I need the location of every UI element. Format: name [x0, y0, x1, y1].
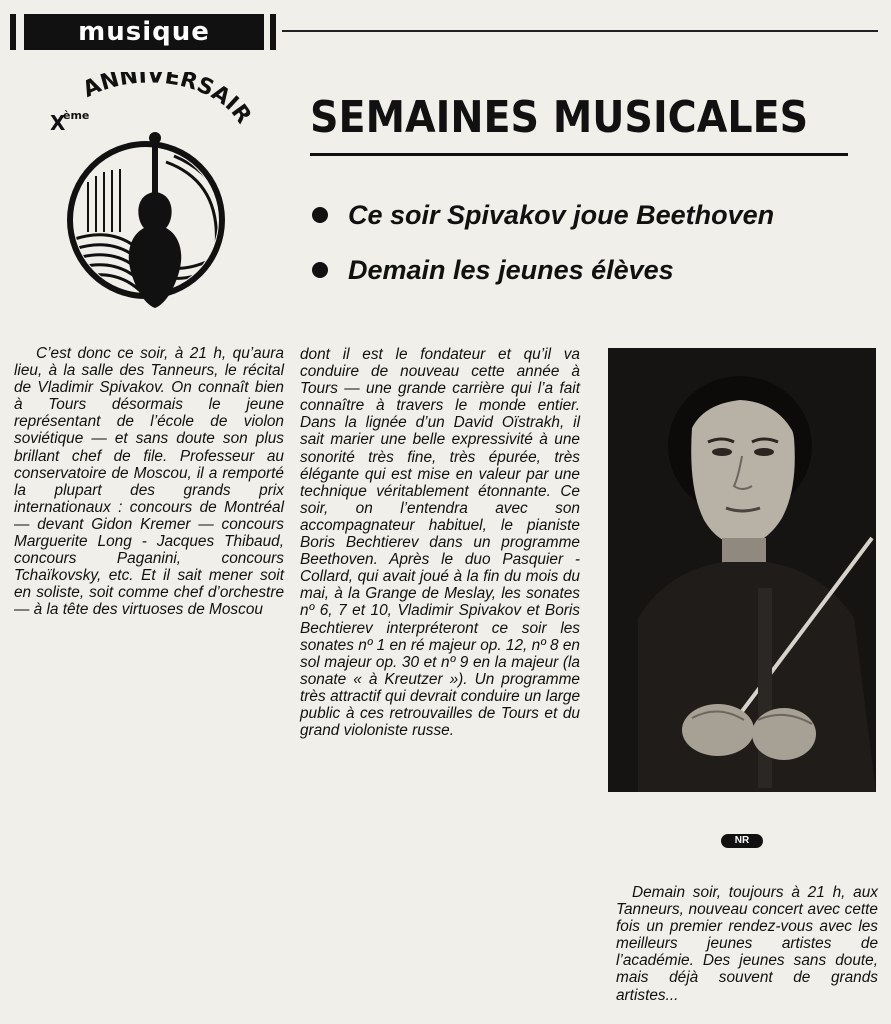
subheading-text: Ce soir Spivakov joue Beethoven [348, 199, 775, 230]
logo-arc-text: ANNIVERSAIR [79, 72, 256, 129]
logo-ordinal: X [50, 111, 66, 135]
headline-rule [310, 153, 848, 156]
bullet-icon [312, 207, 328, 223]
section-rubric: musique [24, 14, 264, 50]
subheading-text: Demain les jeunes élèves [348, 254, 674, 285]
anniversary-logo [36, 72, 256, 317]
rubric-bar-right [270, 14, 276, 50]
rubric-rule [282, 30, 878, 32]
rubric-bar-left [10, 14, 16, 50]
subheading-tomorrow [312, 250, 674, 290]
article-paragraph: C’est donc ce soir, à 21 h, qu’aura lieu, à la salle des Tanneurs, le récital de Vladimir Spivakov. On connaît bien à Tours désormais le jeune représentant de l’école de violon soviétique — et sans doute son plus brillant chef de file. Professeur au conservatoire de Moscou, il a remporté la plupart des grands prix internationaux : concours de Montréal — devant Gidon Kremer — concours Marguerite Long - Jacques Thibaud, concours Paganini, concours Tchaïkovsky, etc. Et il sait mener soit en soliste, soit comme chef d’orchestre — à la tête des virtuoses de Moscou [14, 345, 284, 619]
bullet-icon [312, 262, 328, 278]
article-column-2 [300, 346, 580, 739]
article-column-1 [14, 345, 284, 619]
logo-ordinal-suffix: ème [63, 109, 90, 122]
article-paragraph: Demain soir, toujours à 21 h, aux Tanneurs, nouveau concert avec cette fois un premier rendez-vous avec les meilleurs jeunes artistes de l’académie. Des jeunes sans doute, mais déjà souvent de grands artistes... [616, 884, 878, 1004]
article-column-3 [616, 884, 878, 1004]
subheading-tonight [312, 195, 774, 235]
headline: SEMAINES MUSICALES [310, 92, 809, 143]
article-paragraph: dont il est le fondateur et qu’il va conduire de nouveau cette année à Tours — une grande carrière qui l’a fait connaître à travers le monde entier. Dans la lignée d’un David Oïstrakh, il sait marier une belle expressivité à une sonorité très fine, très épurée, très élégante qui est mise en valeur par une technique véritablement étonnante. Ce soir, on l’entendra avec son accompagnateur habituel, le pianiste Boris Bechtierev dans un programme Beethoven. Après le duo Pasquier - Collard, qui avait joué à la fin du mois du mai, à la Grange de Meslay, les sonates nº 6, 7 et 10, Vladimir Spivakov et Boris Bechtierev interpréteront ce soir les sonates nº 1 en ré majeur op. 12, nº 8 en sol majeur op. 30 et nº 9 en la majeur (la sonate « à Kreutzer »). Un programme très attractif qui devrait conduire un large public à ces retrouvailles de Tours et du grand violoniste russe. [300, 346, 580, 740]
photo-credit-logo: NR [721, 834, 763, 848]
violinist-photo [608, 348, 876, 792]
